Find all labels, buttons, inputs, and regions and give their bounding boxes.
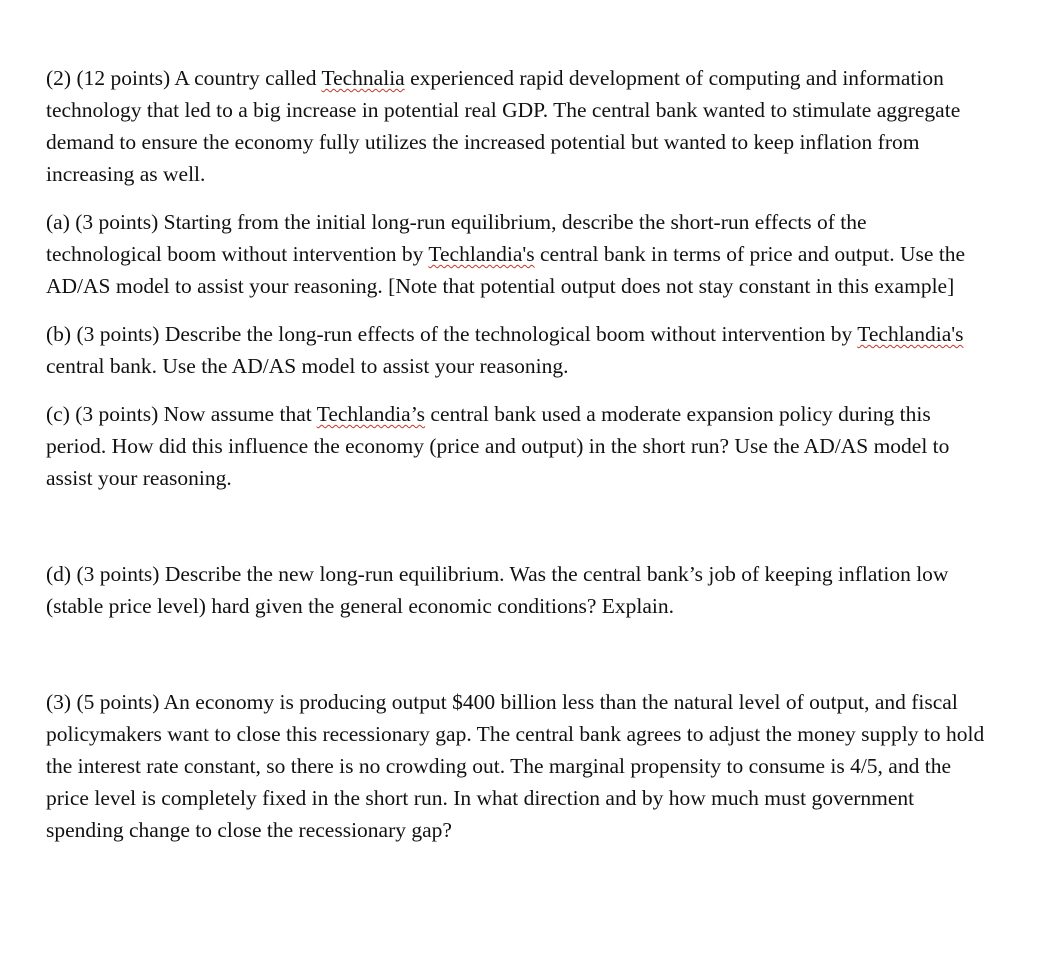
question-2c xyxy=(46,398,986,494)
question-2a xyxy=(46,206,986,302)
question-2b xyxy=(46,318,986,382)
question-2-intro xyxy=(46,62,986,190)
spellcheck-word-techlandias-b[interactable]: Techlandia's xyxy=(857,322,964,346)
question-3: (3) (5 points) An economy is producing output $400 billion less than the natural level of output, and fiscal policymakers want to close this recessionary gap. The central bank agrees to adjust the money supply to hold the interest rate constant, so there is no crowding out. The marginal propensity to consume is 4/5, and the price level is completely fixed in the short run. In what direction and by how much must government spending change to close the recessionary gap? xyxy=(46,690,985,842)
q2-intro-text-a: (2) (12 points) A country called xyxy=(46,66,322,90)
spellcheck-word-techlandias-c[interactable]: Techlandia’s xyxy=(316,402,426,426)
q2b-text-2: central bank. Use the AD/AS model to assist your reasoning. xyxy=(46,354,569,378)
spellcheck-word-technalia[interactable]: Technalia xyxy=(321,66,405,90)
q2b-text-1: (b) (3 points) Describe the long-run effects of the technological boom without intervention by xyxy=(46,322,858,346)
q2-intro-text-b: experienced rapid development of computing and information technology that led to a big increase in potential real GDP. The central bank wanted to stimulate aggregate demand to ensure the economy fully utilizes the increased potential but wanted to keep inflation from increasing as well. xyxy=(46,66,961,186)
q2a-text-1: (a) (3 points) Starting from the initial long-run equilibrium, describe the short-run effects of the technological boom without intervention by xyxy=(46,210,867,266)
q2a-text-2: central bank in terms of price and output. Use the AD/AS model to assist your reasoning. [Note that potential output does not stay constant in this example] xyxy=(46,242,966,298)
spellcheck-word-techlandias-a[interactable]: Techlandia's xyxy=(428,242,535,266)
document-page xyxy=(46,62,986,846)
question-2d: (d) (3 points) Describe the new long-run equilibrium. Was the central bank’s job of keeping inflation low (stable price level) hard given the general economic conditions? Explain. xyxy=(46,562,949,618)
q2c-text-1: (c) (3 points) Now assume that xyxy=(46,402,317,426)
q2c-text-2: central bank used a moderate expansion policy during this period. How did this influence the economy (price and output) in the short run? Use the AD/AS model to assist your reasoning. xyxy=(46,402,950,490)
